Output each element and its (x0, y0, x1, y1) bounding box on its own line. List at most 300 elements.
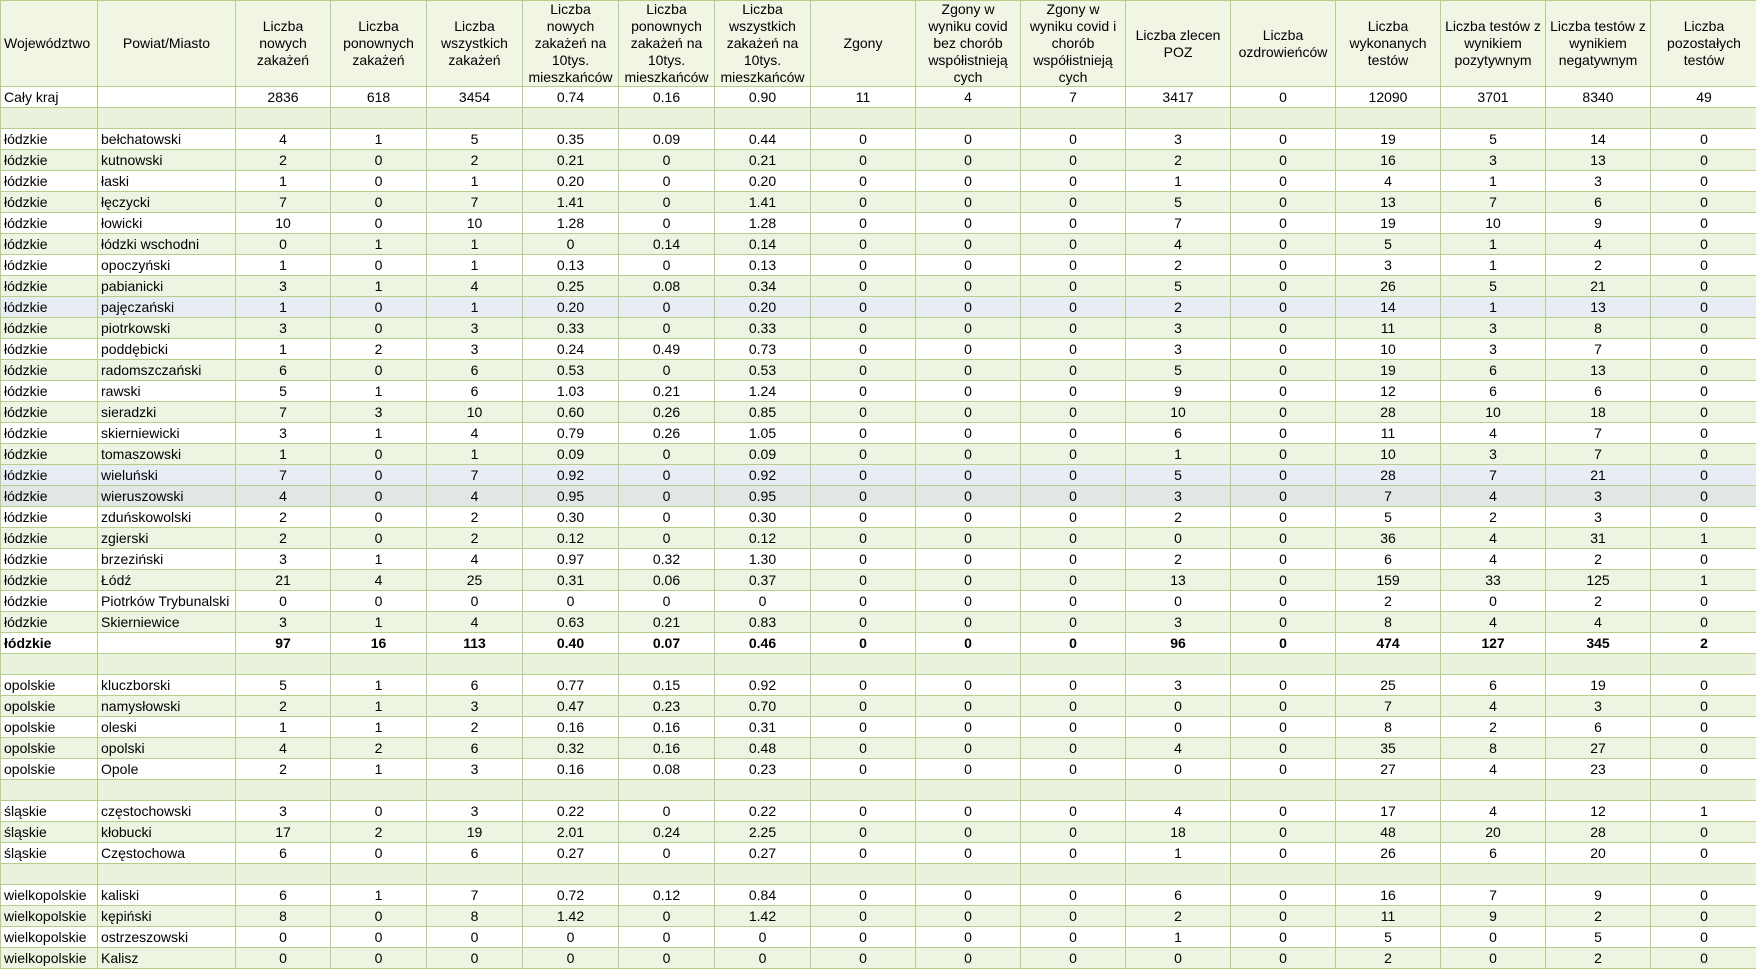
table-cell: 6 (1441, 843, 1546, 864)
column-header: Liczba wszystkich zakażeń (427, 1, 523, 87)
table-cell: 0 (916, 507, 1021, 528)
table-cell: 19 (1546, 675, 1651, 696)
table-cell: 19 (1336, 129, 1441, 150)
column-header: Liczba testów z wynikiem pozytywnym (1441, 1, 1546, 87)
table-cell: wielkopolskie (1, 927, 98, 948)
table-cell: 474 (1336, 633, 1441, 654)
table-cell: 36 (1336, 528, 1441, 549)
table-cell: 1 (331, 675, 427, 696)
table-cell: 0 (1231, 276, 1336, 297)
table-cell: 4 (236, 738, 331, 759)
table-cell: 0.34 (715, 276, 811, 297)
table-cell: 0 (811, 129, 916, 150)
table-cell: 0.21 (619, 612, 715, 633)
table-cell: 0.21 (715, 150, 811, 171)
table-cell: 0 (1651, 171, 1756, 192)
table-cell: 1.03 (523, 381, 619, 402)
table-cell: 3 (1126, 129, 1231, 150)
table-cell: śląskie (1, 801, 98, 822)
table-cell (1651, 654, 1756, 675)
table-cell: 0 (1231, 549, 1336, 570)
table-cell (523, 108, 619, 129)
table-cell: 6 (1336, 549, 1441, 570)
table-cell: 2 (1126, 549, 1231, 570)
table-cell: 0.08 (619, 759, 715, 780)
table-cell: 0 (236, 591, 331, 612)
table-cell: 0.14 (715, 234, 811, 255)
table-cell: 3 (1546, 486, 1651, 507)
table-cell: 0 (916, 843, 1021, 864)
table-cell: 0 (1231, 507, 1336, 528)
table-cell: 0.32 (523, 738, 619, 759)
table-cell: 618 (331, 87, 427, 108)
table-cell: 0.32 (619, 549, 715, 570)
table-cell: 0 (1651, 465, 1756, 486)
table-cell: 0 (916, 192, 1021, 213)
table-cell: 1 (236, 717, 331, 738)
table-cell: 0 (331, 192, 427, 213)
table-cell: 3 (427, 801, 523, 822)
table-cell: 8 (1546, 318, 1651, 339)
table-cell: 159 (1336, 570, 1441, 591)
table-cell: 13 (1126, 570, 1231, 591)
table-cell (427, 108, 523, 129)
table-cell: 0 (1021, 360, 1126, 381)
table-cell: 0 (619, 297, 715, 318)
table-cell (1021, 780, 1126, 801)
table-cell: radomszczański (98, 360, 236, 381)
table-cell: 0 (1231, 192, 1336, 213)
table-cell: 0 (811, 339, 916, 360)
table-cell: 0.95 (523, 486, 619, 507)
table-cell: 0.47 (523, 696, 619, 717)
table-cell: 0 (619, 486, 715, 507)
table-cell: 0.79 (523, 423, 619, 444)
table-cell: 0 (1021, 276, 1126, 297)
table-cell: 6 (236, 360, 331, 381)
table-cell: 0.23 (715, 759, 811, 780)
table-cell: 0 (811, 591, 916, 612)
table-cell: 4 (1126, 738, 1231, 759)
table-row (1, 171, 1756, 192)
table-cell: 0 (916, 885, 1021, 906)
table-cell: 5 (1126, 465, 1231, 486)
table-cell: 0.08 (619, 276, 715, 297)
table-cell (236, 108, 331, 129)
table-cell (331, 864, 427, 885)
table-cell: śląskie (1, 843, 98, 864)
table-cell: 0.49 (619, 339, 715, 360)
table-cell (811, 108, 916, 129)
table-cell: łódzkie (1, 192, 98, 213)
table-cell: 0 (916, 423, 1021, 444)
table-cell: 4 (1441, 612, 1546, 633)
table-cell: 0 (1021, 528, 1126, 549)
table-cell: łódzkie (1, 234, 98, 255)
table-cell: 0 (619, 591, 715, 612)
table-cell: 0.74 (523, 87, 619, 108)
table-cell: 0 (1021, 318, 1126, 339)
table-cell: 0 (811, 843, 916, 864)
table-cell: 0 (331, 255, 427, 276)
table-cell: 0 (1231, 465, 1336, 486)
table-row (1, 759, 1756, 780)
table-cell: 0 (1651, 759, 1756, 780)
table-cell: 4 (1441, 696, 1546, 717)
table-cell: 9 (1546, 213, 1651, 234)
table-cell: 3 (427, 318, 523, 339)
table-cell: opolskie (1, 675, 98, 696)
table-cell: 0 (1021, 717, 1126, 738)
table-cell (1126, 654, 1231, 675)
table-cell: 0 (916, 675, 1021, 696)
table-cell: częstochowski (98, 801, 236, 822)
table-cell: 0 (1651, 339, 1756, 360)
table-cell: kluczborski (98, 675, 236, 696)
table-cell (331, 654, 427, 675)
table-cell (1651, 108, 1756, 129)
table-cell: bełchatowski (98, 129, 236, 150)
table-cell: 0 (916, 906, 1021, 927)
table-cell: 0.44 (715, 129, 811, 150)
table-cell: 0 (619, 507, 715, 528)
table-cell: 0.06 (619, 570, 715, 591)
table-cell: 0 (916, 297, 1021, 318)
table-cell: 0 (1126, 696, 1231, 717)
table-row (1, 612, 1756, 633)
table-cell: 0.85 (715, 402, 811, 423)
table-cell: 1.28 (715, 213, 811, 234)
table-cell: 0.97 (523, 549, 619, 570)
table-cell: 7 (1441, 192, 1546, 213)
table-cell: 0 (1021, 129, 1126, 150)
table-cell: 1 (331, 234, 427, 255)
table-cell: łódzkie (1, 402, 98, 423)
table-cell (523, 864, 619, 885)
table-cell: 0 (811, 234, 916, 255)
table-cell: 0 (916, 948, 1021, 969)
table-cell: 6 (236, 885, 331, 906)
table-row (1, 318, 1756, 339)
table-cell: 1 (331, 549, 427, 570)
table-cell: 0 (236, 234, 331, 255)
table-cell: 4 (331, 570, 427, 591)
table-cell: 4 (916, 87, 1021, 108)
table-cell: 0 (619, 843, 715, 864)
table-cell (236, 654, 331, 675)
table-cell: łódzkie (1, 633, 98, 654)
table-cell: 1.05 (715, 423, 811, 444)
table-cell: 0 (811, 423, 916, 444)
table-cell: 0.48 (715, 738, 811, 759)
table-cell: 0 (1126, 591, 1231, 612)
table-cell: 17 (1336, 801, 1441, 822)
table-cell: 0 (331, 906, 427, 927)
table-cell: 6 (427, 738, 523, 759)
table-cell (98, 864, 236, 885)
table-cell: 0 (1231, 906, 1336, 927)
table-cell (98, 108, 236, 129)
table-cell: 10 (1336, 339, 1441, 360)
table-cell: 0 (331, 360, 427, 381)
table-cell: 0 (619, 213, 715, 234)
table-cell: 0 (916, 150, 1021, 171)
table-cell: 0 (811, 360, 916, 381)
table-cell: 2 (1546, 549, 1651, 570)
table-cell: namysłowski (98, 696, 236, 717)
table-cell (1021, 108, 1126, 129)
table-cell: 2836 (236, 87, 331, 108)
table-cell (331, 780, 427, 801)
column-header: Zgony w wyniku covid bez chorób współistnieją cych (916, 1, 1021, 87)
table-cell (715, 108, 811, 129)
table-cell (1021, 654, 1126, 675)
spacer-row (1, 108, 1756, 129)
table-cell: 0 (1231, 486, 1336, 507)
table-cell: brzeziński (98, 549, 236, 570)
table-cell: 4 (1441, 759, 1546, 780)
table-cell: 0 (1021, 906, 1126, 927)
table-cell: 3417 (1126, 87, 1231, 108)
table-cell: 13 (1546, 297, 1651, 318)
table-cell: 7 (236, 402, 331, 423)
table-cell: 3 (427, 696, 523, 717)
table-cell: 0.16 (523, 717, 619, 738)
table-row (1, 801, 1756, 822)
table-cell: 0 (427, 927, 523, 948)
table-cell: 0 (1021, 444, 1126, 465)
table-cell: 7 (1021, 87, 1126, 108)
table-cell: 0 (523, 591, 619, 612)
table-cell: 5 (1126, 276, 1231, 297)
table-cell: skierniewicki (98, 423, 236, 444)
table-cell: opoczyński (98, 255, 236, 276)
table-cell: 21 (236, 570, 331, 591)
table-cell: 8340 (1546, 87, 1651, 108)
table-cell: 0 (916, 465, 1021, 486)
table-row (1, 129, 1756, 150)
table-cell: 0 (331, 297, 427, 318)
table-cell: 11 (1336, 423, 1441, 444)
table-cell: 0 (916, 927, 1021, 948)
table-cell: 97 (236, 633, 331, 654)
table-cell: 0 (1231, 843, 1336, 864)
table-cell: 2 (236, 528, 331, 549)
table-cell: 0 (1441, 591, 1546, 612)
table-cell: 16 (1336, 885, 1441, 906)
table-cell: 0 (1651, 885, 1756, 906)
table-cell (1126, 780, 1231, 801)
table-cell: 0 (1231, 213, 1336, 234)
table-cell (523, 654, 619, 675)
table-cell: 0.31 (523, 570, 619, 591)
table-cell: 0 (236, 948, 331, 969)
table-cell: 0 (1231, 927, 1336, 948)
table-cell: 2.25 (715, 822, 811, 843)
table-cell: 2 (427, 528, 523, 549)
table-cell: 2 (331, 738, 427, 759)
table-cell: 8 (1441, 738, 1546, 759)
table-cell (236, 864, 331, 885)
table-cell: 0 (916, 234, 1021, 255)
table-cell: Cały kraj (1, 87, 98, 108)
table-cell: łódzki wschodni (98, 234, 236, 255)
table-cell: 1 (1651, 528, 1756, 549)
table-cell: 4 (427, 423, 523, 444)
table-cell: łódzkie (1, 255, 98, 276)
table-cell: 10 (1336, 444, 1441, 465)
table-row (1, 738, 1756, 759)
table-cell: 1 (331, 381, 427, 402)
table-cell: 0 (811, 759, 916, 780)
table-cell: opolski (98, 738, 236, 759)
table-cell: opolskie (1, 717, 98, 738)
table-cell: 0 (619, 801, 715, 822)
table-cell: 6 (1441, 675, 1546, 696)
table-cell: 0 (811, 696, 916, 717)
table-row (1, 948, 1756, 969)
table-cell: 0.90 (715, 87, 811, 108)
table-cell: 5 (1546, 927, 1651, 948)
table-cell: 8 (1336, 717, 1441, 738)
table-cell (715, 780, 811, 801)
table-cell: 0.16 (619, 717, 715, 738)
table-cell: 0 (1441, 948, 1546, 969)
table-cell: 3 (1126, 486, 1231, 507)
table-cell: 3 (427, 339, 523, 360)
column-header: Zgony w wyniku covid i chorób współistnieją cych (1021, 1, 1126, 87)
table-cell: 0 (916, 696, 1021, 717)
table-cell: 127 (1441, 633, 1546, 654)
table-cell: 0 (1021, 633, 1126, 654)
table-cell: 0 (1021, 339, 1126, 360)
table-cell: łódzkie (1, 612, 98, 633)
table-cell: 5 (1126, 192, 1231, 213)
table-cell: 4 (427, 486, 523, 507)
table-cell: opolskie (1, 759, 98, 780)
table-cell: 0.23 (619, 696, 715, 717)
table-cell (1546, 654, 1651, 675)
table-cell: 4 (236, 486, 331, 507)
table-cell: 14 (1336, 297, 1441, 318)
table-cell: 0 (715, 948, 811, 969)
table-cell: 4 (1441, 423, 1546, 444)
table-cell: 8 (236, 906, 331, 927)
table-cell: 0 (916, 255, 1021, 276)
table-cell: 8 (427, 906, 523, 927)
table-cell: 0 (619, 465, 715, 486)
table-cell: kutnowski (98, 150, 236, 171)
table-cell: 7 (236, 465, 331, 486)
table-cell: 4 (1441, 486, 1546, 507)
column-header: Liczba wykonanych testów (1336, 1, 1441, 87)
table-cell: 9 (1546, 885, 1651, 906)
table-cell: 3454 (427, 87, 523, 108)
table-cell: łódzkie (1, 465, 98, 486)
table-cell: 0 (1231, 297, 1336, 318)
table-cell: 0 (1441, 927, 1546, 948)
table-cell: 0.26 (619, 402, 715, 423)
table-cell: 0 (427, 591, 523, 612)
table-cell: 0 (331, 213, 427, 234)
table-cell: łódzkie (1, 528, 98, 549)
table-cell: 0 (1231, 129, 1336, 150)
table-cell: 0 (523, 927, 619, 948)
table-cell: 49 (1651, 87, 1756, 108)
table-cell: 0.24 (523, 339, 619, 360)
table-cell: 0 (1651, 591, 1756, 612)
table-cell: 6 (1546, 381, 1651, 402)
table-cell (1651, 780, 1756, 801)
table-cell: 2 (427, 717, 523, 738)
table-cell: 0 (331, 843, 427, 864)
table-cell: 3 (1546, 171, 1651, 192)
table-row (1, 717, 1756, 738)
table-row (1, 423, 1756, 444)
table-cell: wielkopolskie (1, 885, 98, 906)
table-cell: 0 (1021, 507, 1126, 528)
table-cell: 0 (1231, 738, 1336, 759)
table-cell: 1.41 (523, 192, 619, 213)
table-cell: 10 (1441, 213, 1546, 234)
table-cell: 0 (1021, 885, 1126, 906)
table-cell: 10 (427, 402, 523, 423)
table-cell: 2 (1126, 297, 1231, 318)
table-cell: 0.70 (715, 696, 811, 717)
table-cell: Opole (98, 759, 236, 780)
table-cell: 1 (331, 885, 427, 906)
table-cell: 0.92 (715, 465, 811, 486)
table-cell: 0 (1651, 234, 1756, 255)
table-cell: 0 (811, 255, 916, 276)
table-row (1, 402, 1756, 423)
table-cell: 1 (331, 717, 427, 738)
table-cell: 0 (715, 927, 811, 948)
table-cell: 26 (1336, 276, 1441, 297)
table-cell (1, 780, 98, 801)
table-cell: 0.37 (715, 570, 811, 591)
table-cell: 4 (1441, 549, 1546, 570)
table-cell: 0 (916, 612, 1021, 633)
table-cell: 33 (1441, 570, 1546, 591)
table-cell: 2 (1336, 591, 1441, 612)
table-row (1, 255, 1756, 276)
table-cell: 0 (1651, 906, 1756, 927)
table-cell: 0 (811, 486, 916, 507)
table-cell (1231, 864, 1336, 885)
table-cell (619, 780, 715, 801)
table-cell: 0 (811, 738, 916, 759)
table-cell: 2 (236, 696, 331, 717)
column-header: Liczba nowych zakażeń (236, 1, 331, 87)
table-cell: 0 (1126, 717, 1231, 738)
table-cell: 0.92 (523, 465, 619, 486)
table-cell: łódzkie (1, 171, 98, 192)
table-cell: łódzkie (1, 591, 98, 612)
table-cell: 0 (1231, 423, 1336, 444)
table-cell: 0 (1021, 822, 1126, 843)
table-cell: 1 (1126, 444, 1231, 465)
table-cell (1546, 108, 1651, 129)
table-cell: 0 (619, 444, 715, 465)
table-cell: 2 (1126, 150, 1231, 171)
table-cell: 27 (1546, 738, 1651, 759)
table-cell (236, 780, 331, 801)
table-cell: 0 (1651, 675, 1756, 696)
table-cell: 7 (1336, 696, 1441, 717)
table-cell: 0.24 (619, 822, 715, 843)
table-cell: 2 (1126, 507, 1231, 528)
